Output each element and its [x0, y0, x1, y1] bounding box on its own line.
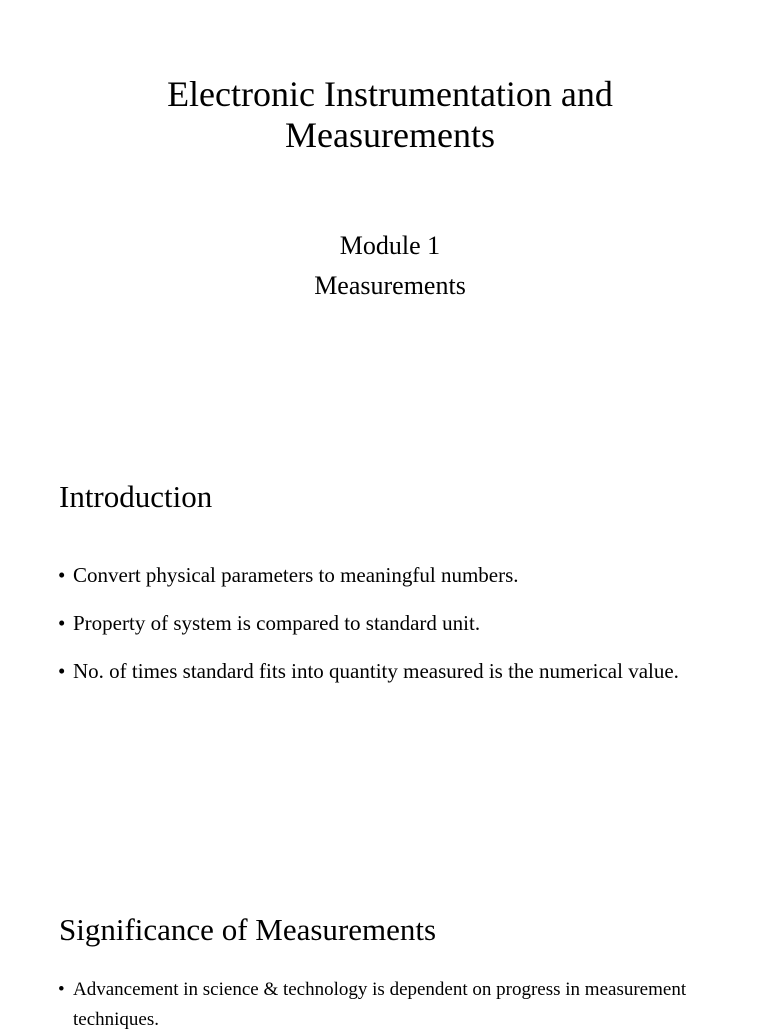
significance-slide — [0, 880, 768, 1030]
list-item — [58, 555, 698, 596]
bullet-text: Advancement in science & technology is dependent on progress in measurement techniques. — [73, 979, 687, 1030]
list-item — [58, 603, 698, 644]
bullet-icon: • — [58, 563, 66, 587]
title-slide — [0, 0, 768, 440]
bullet-text: Convert physical parameters to meaningful numbers. — [73, 563, 519, 587]
bullet-icon: • — [58, 979, 65, 1000]
introduction-slide — [0, 440, 768, 880]
bullet-text: No. of times standard fits into quantity measured is the numerical value. — [73, 659, 679, 683]
subtitle-block — [60, 226, 720, 306]
module-topic: Measurements — [314, 271, 466, 300]
slide-heading: Introduction — [59, 479, 213, 514]
bullet-list — [58, 555, 698, 699]
bullet-icon: • — [58, 659, 66, 683]
presentation-title: Electronic Instrumentation and Measurements — [167, 74, 613, 155]
bullet-icon: • — [58, 611, 66, 635]
bullet-text: Property of system is compared to standard unit. — [73, 611, 481, 635]
module-label: Module 1 — [339, 231, 441, 260]
list-item — [58, 975, 698, 1035]
slide-heading: Significance of Measurements — [59, 912, 437, 947]
list-item — [58, 651, 698, 692]
bullet-list — [58, 975, 698, 1035]
